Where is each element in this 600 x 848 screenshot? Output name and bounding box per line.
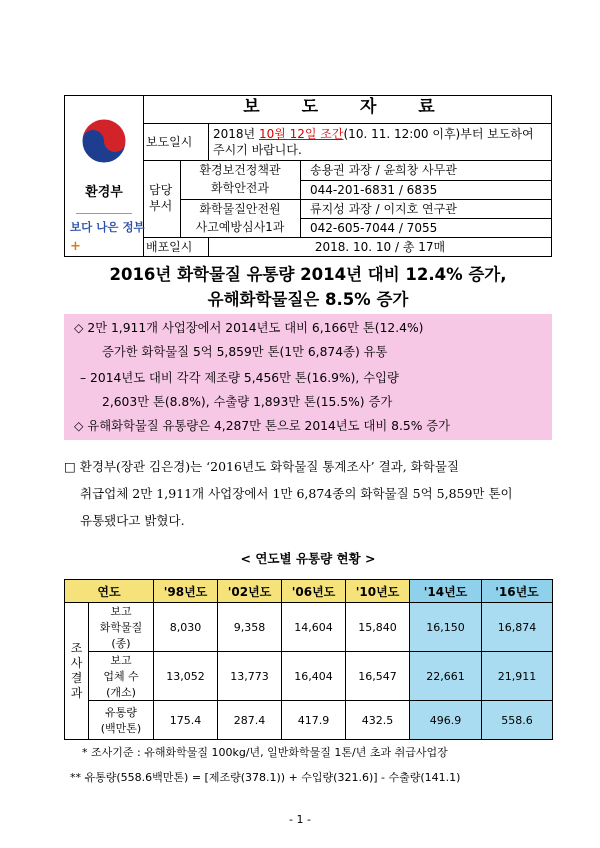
table-cell: 496.9 [410, 701, 482, 740]
summary-point-2-a: – 2014년도 대비 각각 제조량 5,456만 톤(16.9%), 수입량 [80, 371, 399, 385]
row-label-line: 보고 [110, 605, 132, 618]
table-cell: 8,030 [154, 603, 218, 652]
contact-label-1: 담당 [149, 183, 173, 197]
table-row [65, 603, 553, 652]
table-cell: 287.4 [218, 701, 282, 740]
group-label-char: 과 [70, 686, 83, 700]
release-suffix: (10. 11. 12:00 이후)부터 보도하여 [343, 127, 534, 141]
document-title: 보 도 자 료 [243, 97, 453, 117]
table-corner: 연도 [65, 580, 154, 603]
row-label-line: (개소) [106, 686, 136, 699]
summary-point-3: ◇ 유해화학물질 유통량은 4,287만 톤으로 2014년도 대비 8.5% 증가 [74, 419, 451, 433]
table-row [65, 701, 553, 740]
dist-value: 2018. 10. 10 / 총 17매 [314, 240, 446, 254]
year-06: '06년도 [282, 580, 346, 603]
divider [300, 180, 552, 181]
headline [64, 262, 552, 312]
slogan-text: 보다 나은 정부 [70, 220, 145, 234]
release-prefix: 2018년 [213, 127, 259, 141]
group-label-char: 조 [70, 641, 83, 655]
table-cell: 16,874 [482, 603, 553, 652]
release-line-2: 주시기 바랍니다. [213, 143, 302, 157]
row-label-chemicals [89, 603, 154, 652]
dept1-name-1: 환경보건정책관 [199, 163, 281, 177]
year-10: '10년도 [346, 580, 410, 603]
headline-line-1: 2016년 화학물질 유통량 2014년 대비 12.4% 증가, [109, 265, 507, 284]
logo-cell [64, 95, 144, 257]
slogan-logo [70, 207, 145, 254]
divider [144, 237, 552, 238]
year-98: '98년도 [154, 580, 218, 603]
row-label-line: 화학물질 [99, 621, 143, 634]
row-label-line: 보고 [110, 654, 132, 667]
body-line-1: □ 환경부(장관 김은경)는 ‘2016년도 화학물질 통계조사’ 결과, 화학물질 [64, 459, 459, 474]
dept2-people: 류지성 과장 / 이지호 연구관 [310, 202, 457, 216]
divider [208, 123, 209, 160]
plus-icon: + [70, 239, 81, 254]
taegeuk-logo-icon [80, 117, 128, 165]
dept2-name-1: 화학물질안전원 [199, 202, 281, 216]
headline-line-2: 유해화학물질은 8.5% 증가 [207, 290, 409, 309]
dept2-name-2: 사고예방심사1과 [195, 220, 285, 234]
page-number: - 1 - [289, 813, 311, 826]
table-cell: 9,358 [218, 603, 282, 652]
dept1-name-2: 화학안전과 [211, 181, 269, 195]
footnote-1: * 조사기준 : 유해화학물질 100kg/년, 일반화학물질 1톤/년 초과 취급사업장 [82, 746, 448, 759]
table-cell: 558.6 [482, 701, 553, 740]
divider [144, 160, 552, 161]
row-label-line: 유통량 [105, 706, 137, 719]
dept1-people: 송용권 과장 / 윤희창 사무관 [310, 163, 457, 177]
row-label-line: 업체 수 [103, 670, 139, 683]
table-cell: 16,547 [346, 652, 410, 701]
org-name: 환경부 [85, 185, 123, 200]
summary-point-1-b: 증가한 화학물질 5억 5,859만 톤(1만 6,874종) 유통 [102, 345, 388, 359]
contact-label-2: 부서 [149, 199, 173, 213]
group-label-char: 결 [70, 671, 83, 685]
release-label: 보도일시 [146, 135, 193, 149]
divider [144, 123, 552, 124]
table-cell: 21,911 [482, 652, 553, 701]
row-label-line: (종) [111, 637, 131, 650]
table-title: < 연도별 유통량 현황 > [240, 551, 376, 566]
year-02: '02년도 [218, 580, 282, 603]
body-line-2: 취급업체 2만 1,911개 사업장에서 1만 6,874종의 화학물질 5억 5,859만 톤이 [80, 486, 513, 501]
row-label-volume [89, 701, 154, 740]
footnote-2: ** 유통량(558.6백만톤) = [제조량(378.1)) + 수입량(321.6)] - 수출량(141.1) [70, 771, 461, 784]
year-16: '16년도 [482, 580, 553, 603]
release-line-1 [213, 126, 534, 142]
table-cell: 16,150 [410, 603, 482, 652]
table-cell: 15,840 [346, 603, 410, 652]
divider [180, 199, 552, 200]
distribution-table [64, 579, 553, 740]
divider [300, 160, 301, 237]
table-cell: 22,661 [410, 652, 482, 701]
group-label-char: 사 [70, 656, 83, 670]
row-label-companies [89, 652, 154, 701]
table-cell: 13,773 [218, 652, 282, 701]
table-cell: 417.9 [282, 701, 346, 740]
table-cell: 16,404 [282, 652, 346, 701]
row-label-line: (백만톤) [100, 722, 142, 735]
summary-box [64, 314, 552, 440]
table-cell: 13,052 [154, 652, 218, 701]
dept2-phone: 042-605-7044 / 7055 [310, 221, 438, 235]
divider [300, 218, 552, 219]
summary-point-1-a: ◇ 2만 1,911개 사업장에서 2014년도 대비 6,166만 톤(12.4%) [74, 321, 424, 335]
dist-label: 배포일시 [146, 240, 193, 254]
table-row [65, 652, 553, 701]
summary-point-2-b: 2,603만 톤(8.8%), 수출량 1,893만 톤(15.5%) 증가 [102, 395, 393, 409]
release-date: 10월 12일 조간 [258, 127, 344, 141]
group-label [65, 603, 89, 740]
year-14: '14년도 [410, 580, 482, 603]
table-cell: 14,604 [282, 603, 346, 652]
table-cell: 432.5 [346, 701, 410, 740]
table-cell: 175.4 [154, 701, 218, 740]
table-header-row [65, 580, 553, 603]
dept1-phone: 044-201-6831 / 6835 [310, 183, 438, 197]
body-line-3: 유통됐다고 밝혔다. [80, 513, 185, 528]
